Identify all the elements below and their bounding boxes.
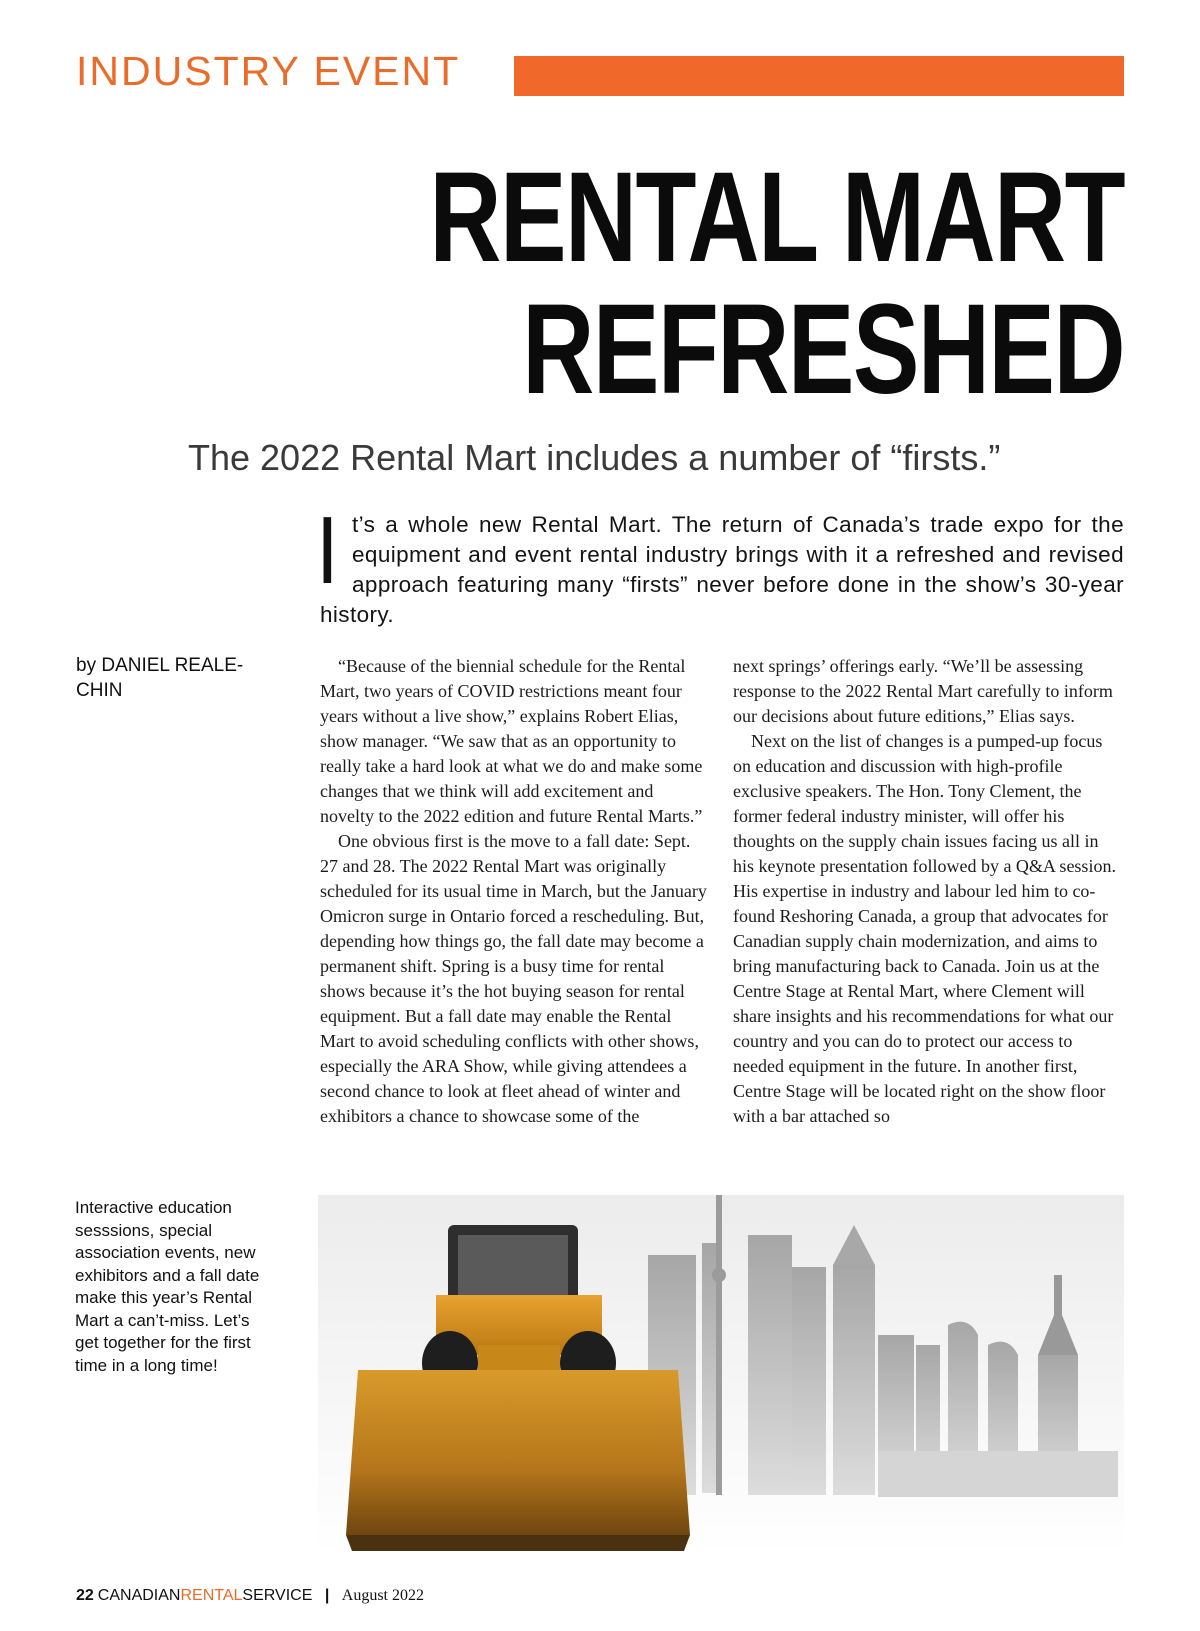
brand-rental: RENTAL xyxy=(180,1587,243,1604)
city-skyline xyxy=(648,1195,1118,1497)
deck-subtitle: The 2022 Rental Mart includes a number of “firsts.” xyxy=(188,437,1001,478)
page-number: 22 xyxy=(76,1587,94,1604)
paragraph: “Because of the biennial schedule for the Rental Mart, two years of COVID restrictions meant four years without a live show,” explains Robert Elias, show manager. “We saw that as an opportunity to really take a hard look at what we do and make some changes that we think will add excitement and novelty to the 2022 edition and future Rental Marts.” xyxy=(320,656,703,826)
issue-date: August 2022 xyxy=(341,1587,424,1604)
byline xyxy=(76,653,256,703)
wheel-loader xyxy=(346,1225,690,1551)
byline-author: DANIEL REALE-CHIN xyxy=(76,655,244,701)
paragraph: One obvious first is the move to a fall date: Sept. 27 and 28. The 2022 Rental Mart was originally scheduled for its usual time in March, but the January Omicron surge in Ontario forced a rescheduling. But, depending how things go, the fall date may become a permanent shift. Spring is a busy time for rental shows because it’s the hot buying season for rental equipment. But a fall date may enable the Rental Mart to avoid scheduling conflicts with other shows, especially the ARA Show, while giving attendees a second chance to look at fleet ahead of winter and exhibitors a chance to showcase some of the xyxy=(320,831,707,1126)
headline xyxy=(422,146,1124,421)
lede-paragraph xyxy=(320,497,1124,630)
byline-prefix: by xyxy=(76,655,97,676)
footer-separator: | xyxy=(324,1587,330,1604)
loader-skyline-illustration xyxy=(318,1195,1124,1555)
page-footer xyxy=(76,1587,424,1605)
headline-line-2: REFRESHED xyxy=(522,278,1124,421)
section-kicker: INDUSTRY EVENT xyxy=(76,48,461,94)
headline-line-1: RENTAL MART xyxy=(429,146,1124,289)
paragraph: Next on the list of changes is a pumped-up focus on education and discussion with high-profile exclusive speakers. The Hon. Tony Clement, the former federal industry minister, will offer his thoughts on the supply chain issues facing us all in his keynote presentation followed by a Q&A session. His expertise in industry and labour led him to co-found Reshoring Canada, a group that advocates for Canadian supply chain modernization, and aims to bring manufacturing back to Canada. Join us at the Centre Stage at Rental Mart, where Clement will share insights and his recommendations for what our country and you can do to protect our access to needed equipment in the future. In another first, Centre Stage will be located right on the show floor with a bar attached so xyxy=(733,731,1116,1126)
kicker-accent-bar xyxy=(514,56,1124,96)
lede-text: t’s a whole new Rental Mart. The return of Canada’s trade expo for the equipment and event rental industry brings with it a refreshed and revised approach featuring many “firsts” never before done in the show’s 30-year history. xyxy=(320,512,1124,627)
brand-service: SERVICE xyxy=(242,1587,313,1604)
article-column-1 xyxy=(320,654,710,1129)
paragraph: next springs’ offerings early. “We’ll be assessing response to the 2022 Rental Mart carefully to inform our decisions about future editions,” Elias says. xyxy=(733,656,1113,726)
brand-canadian: CANADIAN xyxy=(97,1587,181,1604)
drop-cap: I xyxy=(320,497,335,604)
image-caption: Interactive education sesssions, special association events, new exhibitors and a fall date make this year’s Rental Mart a can’t-miss. Let’s get together for the first time in a long time! xyxy=(75,1198,260,1375)
article-column-2 xyxy=(733,654,1123,1129)
